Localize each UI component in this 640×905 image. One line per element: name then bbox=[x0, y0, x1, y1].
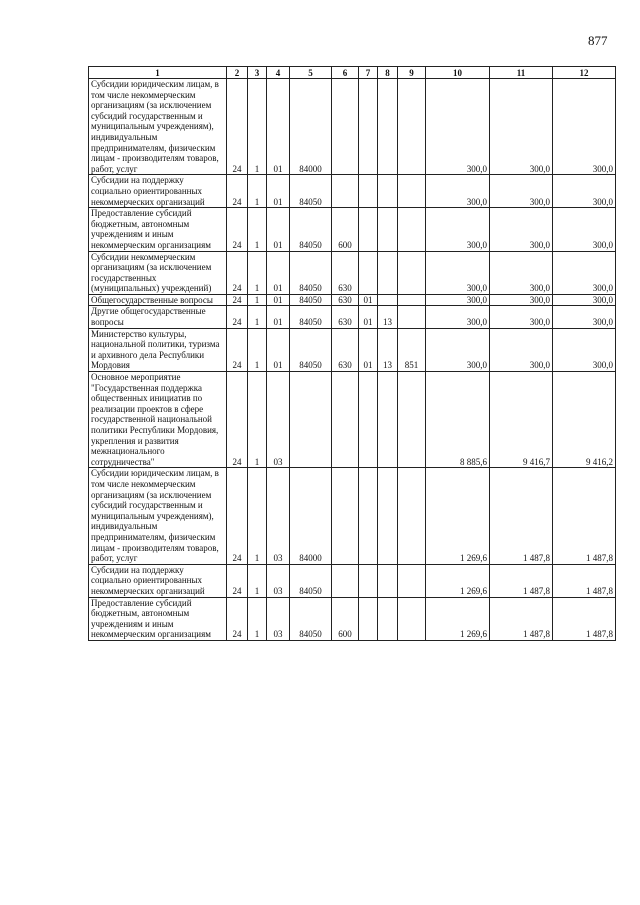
row-name-cell: Основное мероприятие "Государственная поддержка общественных инициатив по реализации проектов в сфере государственной национальной политики Республики Мордовия, укрепления и развития межнационального сотрудничества" bbox=[89, 372, 227, 468]
table-row bbox=[89, 306, 616, 328]
row-name-cell: Министерство культуры, национальной политики, туризма и архивного дела Республики Мордовия bbox=[89, 328, 227, 371]
code-cell: 1 bbox=[248, 251, 267, 294]
column-header: 11 bbox=[490, 67, 553, 79]
code-cell: 1 bbox=[248, 306, 267, 328]
code-cell: 24 bbox=[227, 372, 248, 468]
amount-cell: 9 416,2 bbox=[553, 372, 616, 468]
code-cell: 84000 bbox=[290, 79, 332, 175]
amount-cell: 1 487,8 bbox=[490, 468, 553, 564]
page-number: 877 bbox=[588, 33, 608, 48]
amount-cell: 1 487,8 bbox=[490, 597, 553, 640]
code-cell: 01 bbox=[267, 328, 290, 371]
amount-cell: 1 487,8 bbox=[553, 564, 616, 597]
table-row bbox=[89, 251, 616, 294]
code-cell: 84050 bbox=[290, 597, 332, 640]
code-cell: 01 bbox=[267, 251, 290, 294]
code-cell bbox=[398, 306, 426, 328]
code-cell: 01 bbox=[267, 306, 290, 328]
row-name-cell: Субсидии юридическим лицам, в том числе некоммерческим организациям (за исключением субсидий государственным и муниципальным учреждениям), индивидуальным предпринимателям, физическим лицам - производителям товаров, работ, услуг bbox=[89, 468, 227, 564]
code-cell bbox=[359, 175, 378, 208]
code-cell bbox=[359, 564, 378, 597]
code-cell: 1 bbox=[248, 294, 267, 306]
table-row bbox=[89, 79, 616, 175]
code-cell: 24 bbox=[227, 597, 248, 640]
code-cell: 600 bbox=[332, 597, 359, 640]
amount-cell: 300,0 bbox=[426, 306, 490, 328]
amount-cell: 1 269,6 bbox=[426, 597, 490, 640]
amount-cell: 300,0 bbox=[426, 251, 490, 294]
table-body bbox=[89, 79, 616, 641]
amount-cell: 300,0 bbox=[490, 175, 553, 208]
amount-cell: 300,0 bbox=[553, 251, 616, 294]
code-cell bbox=[359, 468, 378, 564]
code-cell: 13 bbox=[378, 328, 398, 371]
header-row bbox=[89, 67, 616, 79]
code-cell bbox=[332, 468, 359, 564]
column-header: 2 bbox=[227, 67, 248, 79]
code-cell: 24 bbox=[227, 208, 248, 251]
amount-cell: 300,0 bbox=[490, 251, 553, 294]
code-cell: 24 bbox=[227, 175, 248, 208]
column-header: 3 bbox=[248, 67, 267, 79]
code-cell: 84050 bbox=[290, 306, 332, 328]
code-cell bbox=[378, 597, 398, 640]
table-row bbox=[89, 328, 616, 371]
amount-cell: 300,0 bbox=[490, 79, 553, 175]
code-cell bbox=[378, 372, 398, 468]
code-cell: 01 bbox=[267, 208, 290, 251]
column-header: 12 bbox=[553, 67, 616, 79]
code-cell bbox=[398, 294, 426, 306]
code-cell: 24 bbox=[227, 251, 248, 294]
table-row bbox=[89, 175, 616, 208]
code-cell bbox=[359, 597, 378, 640]
code-cell: 01 bbox=[267, 175, 290, 208]
code-cell: 1 bbox=[248, 79, 267, 175]
code-cell: 1 bbox=[248, 328, 267, 371]
table-row bbox=[89, 208, 616, 251]
code-cell: 1 bbox=[248, 597, 267, 640]
amount-cell: 9 416,7 bbox=[490, 372, 553, 468]
table-row bbox=[89, 372, 616, 468]
code-cell bbox=[398, 597, 426, 640]
column-header: 7 bbox=[359, 67, 378, 79]
code-cell bbox=[378, 79, 398, 175]
amount-cell: 300,0 bbox=[553, 79, 616, 175]
code-cell: 630 bbox=[332, 306, 359, 328]
amount-cell: 1 487,8 bbox=[553, 597, 616, 640]
code-cell bbox=[332, 372, 359, 468]
row-name-cell: Общегосударственные вопросы bbox=[89, 294, 227, 306]
code-cell: 01 bbox=[267, 79, 290, 175]
amount-cell: 1 487,8 bbox=[553, 468, 616, 564]
amount-cell: 300,0 bbox=[490, 306, 553, 328]
code-cell: 01 bbox=[359, 328, 378, 371]
amount-cell: 300,0 bbox=[490, 328, 553, 371]
code-cell: 630 bbox=[332, 294, 359, 306]
amount-cell: 300,0 bbox=[553, 294, 616, 306]
amount-cell: 300,0 bbox=[553, 208, 616, 251]
code-cell: 1 bbox=[248, 175, 267, 208]
column-header: 4 bbox=[267, 67, 290, 79]
code-cell: 24 bbox=[227, 328, 248, 371]
amount-cell: 1 269,6 bbox=[426, 564, 490, 597]
row-name-cell: Субсидии некоммерческим организациям (за исключением государственных (муниципальных) учреждений) bbox=[89, 251, 227, 294]
amount-cell: 1 269,6 bbox=[426, 468, 490, 564]
amount-cell: 8 885,6 bbox=[426, 372, 490, 468]
code-cell bbox=[378, 468, 398, 564]
code-cell bbox=[378, 175, 398, 208]
code-cell bbox=[332, 564, 359, 597]
code-cell bbox=[378, 208, 398, 251]
amount-cell: 300,0 bbox=[426, 208, 490, 251]
code-cell: 84050 bbox=[290, 175, 332, 208]
amount-cell: 300,0 bbox=[426, 294, 490, 306]
code-cell bbox=[398, 208, 426, 251]
row-name-cell: Субсидии на поддержку социально ориентированных некоммерческих организаций bbox=[89, 175, 227, 208]
amount-cell: 1 487,8 bbox=[490, 564, 553, 597]
column-header: 8 bbox=[378, 67, 398, 79]
code-cell: 851 bbox=[398, 328, 426, 371]
code-cell: 84000 bbox=[290, 468, 332, 564]
table-row bbox=[89, 564, 616, 597]
code-cell: 84050 bbox=[290, 328, 332, 371]
code-cell bbox=[359, 251, 378, 294]
code-cell bbox=[359, 372, 378, 468]
code-cell bbox=[332, 175, 359, 208]
amount-cell: 300,0 bbox=[490, 294, 553, 306]
code-cell bbox=[398, 564, 426, 597]
table-row bbox=[89, 468, 616, 564]
budget-table bbox=[88, 66, 616, 641]
code-cell: 24 bbox=[227, 468, 248, 564]
code-cell: 03 bbox=[267, 468, 290, 564]
code-cell: 24 bbox=[227, 294, 248, 306]
code-cell bbox=[398, 251, 426, 294]
row-name-cell: Предоставление субсидий бюджетным, автономным учреждениям и иным некоммерческим организациям bbox=[89, 208, 227, 251]
code-cell bbox=[378, 564, 398, 597]
code-cell bbox=[378, 294, 398, 306]
code-cell: 1 bbox=[248, 468, 267, 564]
code-cell: 1 bbox=[248, 208, 267, 251]
column-header: 10 bbox=[426, 67, 490, 79]
amount-cell: 300,0 bbox=[553, 306, 616, 328]
code-cell: 1 bbox=[248, 372, 267, 468]
code-cell: 03 bbox=[267, 597, 290, 640]
code-cell: 600 bbox=[332, 208, 359, 251]
code-cell bbox=[378, 251, 398, 294]
row-name-cell: Субсидии на поддержку социально ориентированных некоммерческих организаций bbox=[89, 564, 227, 597]
amount-cell: 300,0 bbox=[553, 175, 616, 208]
code-cell: 630 bbox=[332, 251, 359, 294]
table-row bbox=[89, 597, 616, 640]
amount-cell: 300,0 bbox=[426, 328, 490, 371]
code-cell: 24 bbox=[227, 306, 248, 328]
table-row bbox=[89, 294, 616, 306]
code-cell bbox=[398, 175, 426, 208]
column-header: 9 bbox=[398, 67, 426, 79]
code-cell: 03 bbox=[267, 372, 290, 468]
code-cell bbox=[398, 468, 426, 564]
code-cell: 01 bbox=[267, 294, 290, 306]
amount-cell: 300,0 bbox=[426, 79, 490, 175]
code-cell: 24 bbox=[227, 79, 248, 175]
code-cell bbox=[290, 372, 332, 468]
code-cell: 13 bbox=[378, 306, 398, 328]
code-cell: 24 bbox=[227, 564, 248, 597]
code-cell bbox=[359, 79, 378, 175]
amount-cell: 300,0 bbox=[490, 208, 553, 251]
amount-cell: 300,0 bbox=[553, 328, 616, 371]
amount-cell: 300,0 bbox=[426, 175, 490, 208]
column-header: 6 bbox=[332, 67, 359, 79]
code-cell: 01 bbox=[359, 294, 378, 306]
code-cell: 84050 bbox=[290, 251, 332, 294]
row-name-cell: Предоставление субсидий бюджетным, автономным учреждениям и иным некоммерческим организациям bbox=[89, 597, 227, 640]
code-cell: 84050 bbox=[290, 564, 332, 597]
code-cell bbox=[398, 79, 426, 175]
row-name-cell: Субсидии юридическим лицам, в том числе некоммерческим организациям (за исключением субсидий государственным и муниципальным учреждениям), индивидуальным предпринимателям, физическим лицам - производителям товаров, работ, услуг bbox=[89, 79, 227, 175]
column-header: 1 bbox=[89, 67, 227, 79]
code-cell: 84050 bbox=[290, 294, 332, 306]
code-cell: 84050 bbox=[290, 208, 332, 251]
code-cell: 1 bbox=[248, 564, 267, 597]
code-cell: 630 bbox=[332, 328, 359, 371]
code-cell bbox=[359, 208, 378, 251]
column-header: 5 bbox=[290, 67, 332, 79]
code-cell bbox=[332, 79, 359, 175]
code-cell: 01 bbox=[359, 306, 378, 328]
code-cell bbox=[398, 372, 426, 468]
code-cell: 03 bbox=[267, 564, 290, 597]
row-name-cell: Другие общегосударственные вопросы bbox=[89, 306, 227, 328]
